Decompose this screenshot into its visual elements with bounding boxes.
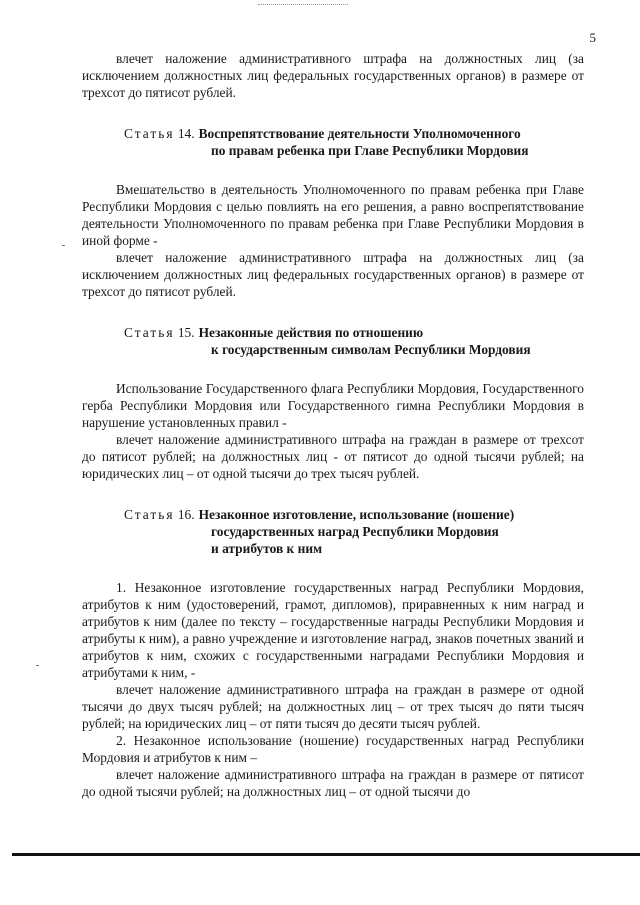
article-heading — [82, 125, 584, 159]
scan-speck — [62, 245, 65, 246]
article-number: 15. — [177, 325, 195, 340]
article-number: 14. — [177, 126, 195, 141]
paragraph: Использование Государственного флага Республики Мордовия, Государственного герба Республики Мордовия или Государственного гимна Республики Мордовия в нарушение установленных правил - — [82, 381, 584, 430]
article-label: Статья — [124, 325, 175, 340]
article-heading — [82, 324, 584, 358]
page-number: 5 — [589, 30, 596, 45]
article-title: Воспрепятствование деятельности Уполномоченного — [198, 126, 521, 141]
document-body — [82, 50, 584, 800]
paragraph: 1. Незаконное изготовление государственных наград Республики Мордовия, атрибутов к ним (удостоверений, грамот, дипломов), приравненных к ним наград и атрибутов к ним (далее по тексту – государственные награды Республики Мордовия и атрибуты к ним), а равно учреждение и изготовление наград, знаков почетных званий и атрибутов к ним, схожих с государственными наградами Республики Мордовия и атрибутами к ним, - — [82, 580, 584, 680]
bottom-rule — [12, 853, 640, 856]
article-title-continuation: к государственным символам Республики Мордовия — [211, 342, 531, 357]
article-label: Статья — [124, 126, 175, 141]
scan-speck — [36, 665, 39, 666]
paragraph: 2. Незаконное использование (ношение) государственных наград Республики Мордовия и атрибутов к ним – — [82, 733, 584, 765]
article-number: 16. — [177, 507, 195, 522]
article-label: Статья — [124, 507, 175, 522]
article-title-continuation: по правам ребенка при Главе Республики Мордовия — [211, 143, 529, 158]
article-title-continuation: и атрибутов к ним — [211, 541, 323, 556]
article-title-continuation: государственных наград Республики Мордовия — [211, 524, 499, 539]
paragraph: влечет наложение административного штрафа на должностных лиц (за исключением должностных лиц федеральных государственных органов) в размере от трехсот до пятисот рублей. — [82, 250, 584, 299]
paragraph: влечет наложение административного штрафа на граждан в размере от пятисот до одной тысячи рублей; на должностных лиц – от одной тысячи до — [82, 767, 584, 799]
paragraph: влечет наложение административного штрафа на должностных лиц (за исключением должностных лиц федеральных государственных органов) в размере от трехсот до пятисот рублей. — [82, 51, 584, 100]
article-title: Незаконное изготовление, использование (ношение) — [198, 507, 515, 522]
paragraph: влечет наложение административного штрафа на граждан в размере от одной тысячи до двух тысяч рублей; на должностных лиц – от трех тысяч до пяти тысяч рублей; на юридических лиц – от пяти тысяч до десяти тысяч рублей. — [82, 682, 584, 731]
paragraph: Вмешательство в деятельность Уполномоченного по правам ребенка при Главе Республики Мордовия с целью повлиять на его решения, а равно воспрепятствование деятельности Уполномоченного по правам ребенка при Главе Республики Мордовия в иной форме - — [82, 182, 584, 248]
article-title: Незаконные действия по отношению — [198, 325, 424, 340]
article-heading — [82, 506, 584, 557]
paragraph: влечет наложение административного штрафа на граждан в размере от трехсот до пятисот рублей; на должностных лиц - от пятисот до одной тысячи рублей; на юридических лиц – от одной тысячи до трех тысяч рублей. — [82, 432, 584, 481]
scan-artifact — [258, 4, 348, 7]
